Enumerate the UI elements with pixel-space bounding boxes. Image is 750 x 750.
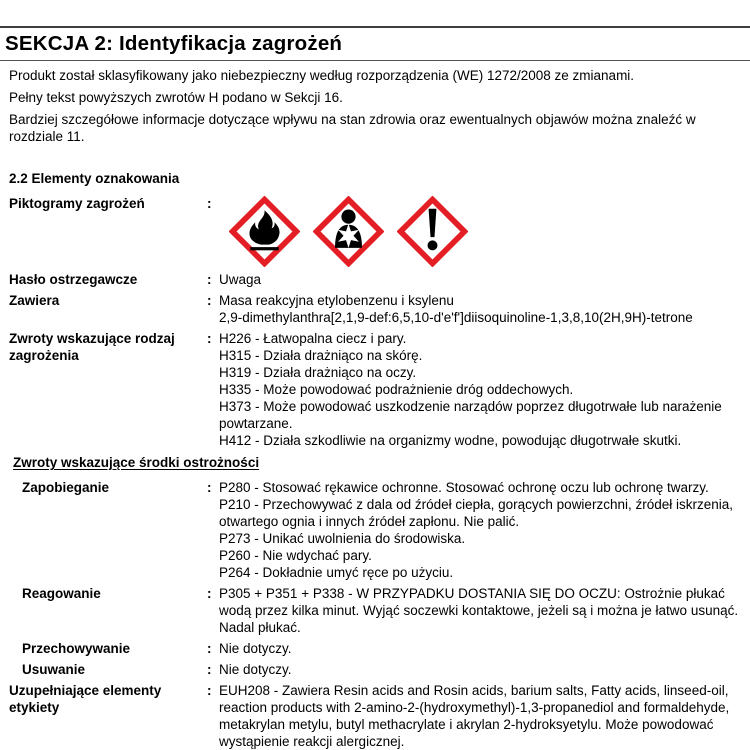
- health-info-reference: Bardziej szczegółowe informacje dotyczące wpływu na stan zdrowia oraz ewentualnych objawów można znaleźć w rozdziale 11.: [9, 112, 696, 144]
- storage-value: [219, 640, 744, 657]
- contains-value: [219, 292, 744, 326]
- response-row: [9, 585, 744, 636]
- precautionary-heading: Zwroty wskazujące środki ostrożności: [13, 455, 260, 470]
- response-label: Reagowanie: [22, 586, 101, 601]
- ghs-health-hazard-icon: [313, 196, 384, 267]
- value-line: H315 - Działa drażniąco na skórę.: [219, 348, 423, 363]
- value-line: 2,9-dimethylanthra[2,1,9-def:6,5,10-d'e'f']diisoquinoline-1,3,8,10(2H,9H)-tetrone: [219, 310, 693, 325]
- section-content: [0, 61, 750, 750]
- hazard-statements-row: [9, 330, 744, 449]
- hazard-statements-label: Zwroty wskazujące rodzaj zagrożenia: [9, 331, 175, 363]
- supplemental-value: [219, 682, 744, 750]
- value-line: H412 - Działa szkodliwie na organizmy wodne, powodując długotrwałe skutki.: [219, 433, 682, 448]
- colon: :: [207, 196, 212, 211]
- value-line: Nie dotyczy.: [219, 641, 292, 656]
- prevention-row: [9, 479, 744, 581]
- value-line: Masa reakcyjna etylobenzenu i ksylenu: [219, 293, 454, 308]
- signal-word-row: [9, 271, 744, 288]
- response-value: [219, 585, 744, 636]
- section-title: SEKCJA 2: Identyfikacja zagrożeń: [5, 32, 343, 55]
- storage-label: Przechowywanie: [22, 641, 131, 656]
- colon: :: [207, 662, 212, 677]
- supplemental-label: Uzupełniające elementy etykiety: [9, 683, 162, 715]
- colon: :: [207, 293, 212, 308]
- value-line: P280 - Stosować rękawice ochronne. Stosować ochronę oczu lub ochronę twarzy.: [219, 480, 709, 495]
- value-line: Uwaga: [219, 272, 262, 287]
- labeling-heading: 2.2 Elementy oznakowania: [9, 171, 180, 186]
- supplemental-row: [9, 682, 744, 750]
- top-margin: [0, 0, 750, 26]
- colon: :: [207, 272, 212, 287]
- colon: :: [207, 586, 212, 601]
- value-line: P273 - Unikać uwolnienia do środowiska.: [219, 531, 466, 546]
- pictograms-row: [9, 195, 744, 267]
- value-line: P210 - Przechowywać z dala od źródeł ciepła, gorących powierzchni, źródeł iskrzenia, otwartego ognia i innych źródeł zapłonu. Nie palić.: [219, 497, 733, 529]
- colon: :: [207, 480, 212, 495]
- signal-word-value: [219, 271, 744, 288]
- classification-statement: Produkt został sklasyfikowany jako niebezpieczny według rozporządzenia (WE) 1272/2008 ze zmianami.: [9, 68, 635, 83]
- pictograms-label: Piktogramy zagrożeń: [9, 196, 145, 211]
- disposal-label: Usuwanie: [22, 662, 86, 677]
- h-phrases-reference: Pełny tekst powyższych zwrotów H podano w Sekcji 16.: [9, 90, 343, 105]
- ghs-flame-icon: [229, 196, 300, 267]
- disposal-row: [9, 661, 744, 678]
- prevention-value: [219, 479, 744, 581]
- value-line: H373 - Może powodować uszkodzenie narządów poprzez długotrwałe lub narażenie powtarzane.: [219, 399, 722, 431]
- colon: :: [207, 641, 212, 656]
- section-top-rule: [0, 26, 750, 28]
- colon: :: [207, 331, 212, 346]
- contains-row: [9, 292, 744, 326]
- value-line: H335 - Może powodować podrażnienie dróg oddechowych.: [219, 382, 574, 397]
- contains-label: Zawiera: [9, 293, 60, 308]
- value-line: P264 - Dokładnie umyć ręce po użyciu.: [219, 565, 454, 580]
- colon: :: [207, 683, 212, 698]
- disposal-value: [219, 661, 744, 678]
- value-line: P305 + P351 + P338 - W PRZYPADKU DOSTANIA SIĘ DO OCZU: Ostrożnie płukać wodą przez kilka minut. Wyjąć soczewki kontaktowe, jeżeli są i można je łatwo usunąć. Nadal płukać.: [219, 586, 739, 635]
- value-line: H319 - Działa drażniąco na oczy.: [219, 365, 417, 380]
- value-line: Nie dotyczy.: [219, 662, 292, 677]
- prevention-label: Zapobieganie: [22, 480, 110, 495]
- value-line: H226 - Łatwopalna ciecz i pary.: [219, 331, 407, 346]
- ghs-pictogram-strip: [219, 195, 744, 267]
- hazard-statements-value: [219, 330, 744, 449]
- value-line: P260 - Nie wdychać pary.: [219, 548, 372, 563]
- signal-word-label: Hasło ostrzegawcze: [9, 272, 138, 287]
- ghs-exclamation-icon: [397, 196, 468, 267]
- value-line: EUH208 - Zawiera Resin acids and Rosin acids, barium salts, Fatty acids, linseed-oil, reaction products with 2-amino-2-(hydroxymethyl)-1,3-propanediol and formaldehyde, metakrylan metylu, butyl methacrylate i akrylan 2-hydroksyetylu. Może powodować wystąpienie reakcji alergicznej.: [219, 683, 730, 749]
- storage-row: [9, 640, 744, 657]
